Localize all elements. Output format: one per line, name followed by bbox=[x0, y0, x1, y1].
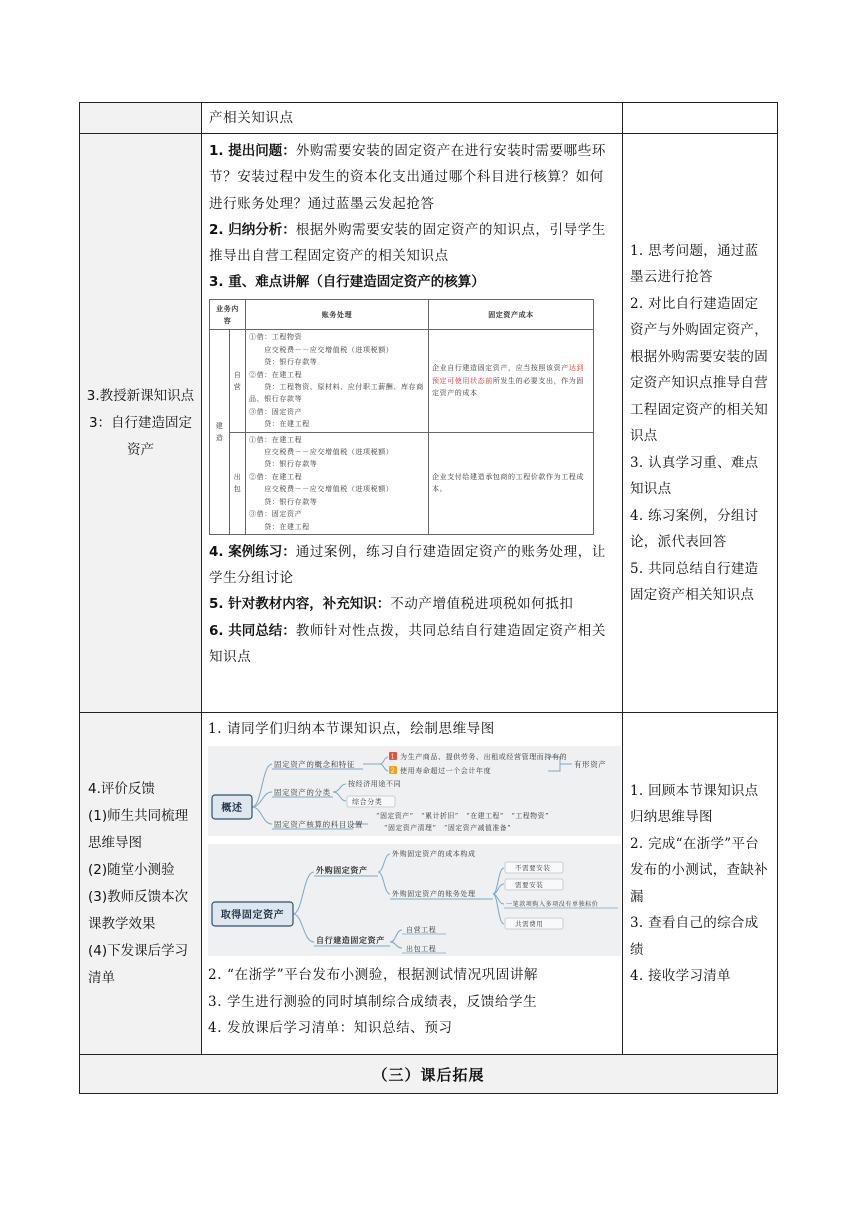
self-label: 自营 bbox=[230, 330, 246, 432]
header-accounting: 账务处理 bbox=[246, 300, 429, 330]
branch-purchased: 外购固定资产 bbox=[316, 865, 368, 876]
table-row-new-lesson bbox=[80, 134, 778, 713]
out-label: 出包 bbox=[230, 432, 246, 534]
badge-number: 1 bbox=[390, 753, 396, 761]
stage-line: (1)师生共同梳理思维导图 bbox=[88, 807, 189, 851]
teacher-activity bbox=[202, 713, 622, 1041]
entry-line: ②借：在建工程 bbox=[249, 472, 303, 481]
feedback-item: 2. “在浙学”平台发布小测验，根据测试情况巩固讲解 bbox=[208, 967, 539, 984]
cell-empty bbox=[80, 103, 202, 134]
cell-empty-right bbox=[623, 103, 778, 134]
header-business: 业务内容 bbox=[210, 300, 246, 330]
accounting-header-row bbox=[210, 300, 594, 330]
concept-item: 为生产商品、提供劳务、出租或经营管理而持有的 bbox=[400, 753, 568, 762]
branch-self-built: 自行建造固定资产 bbox=[316, 935, 385, 946]
student-item: 1. 回顾本节课知识点归纳思维导图 bbox=[630, 782, 759, 826]
stage-line: (3)教师反馈本次课教学效果 bbox=[88, 888, 189, 932]
student-item: 2. 完成“在浙学”平台发布的小测试，查缺补漏 bbox=[630, 835, 768, 905]
table-row-continued bbox=[80, 103, 778, 134]
stage-title: 3.教授新课知识点 3：自行建造固定资产 bbox=[86, 387, 195, 458]
student-activity bbox=[623, 238, 777, 609]
stage-line: (4)下发课后学习清单 bbox=[88, 942, 189, 986]
student-item: 3. 查看自己的综合成绩 bbox=[630, 915, 759, 958]
install-item: 一笔款项购入多项没有单独标价 bbox=[506, 901, 599, 909]
student-item: 4. 接收学习清单 bbox=[630, 968, 731, 985]
branch-concept: 固定资产的概念和特征 bbox=[274, 760, 355, 770]
install-item: 需要安装 bbox=[515, 881, 544, 890]
accounting-row-self bbox=[210, 330, 594, 432]
accounts-line: “固定资产清理” “固定资产减值准备” bbox=[384, 824, 512, 833]
mind-map-root: 概述 bbox=[221, 803, 243, 815]
mind-map-overview-svg bbox=[208, 746, 621, 836]
student-activity-cell bbox=[623, 713, 778, 1055]
purchased-item: 外购固定资产的成本构成 bbox=[392, 850, 476, 859]
stage-line: 4.评价反馈 bbox=[88, 780, 155, 797]
entry-line: 贷：在建工程 bbox=[249, 420, 310, 429]
stage-cell bbox=[80, 713, 202, 1055]
section-row bbox=[80, 1055, 778, 1094]
header-cost: 固定资产成本 bbox=[429, 300, 594, 330]
badge-number: 2 bbox=[390, 767, 396, 775]
mind-map-acquisition-svg bbox=[208, 844, 621, 956]
paragraph-question: 1. 提出问题：外购需要安装的固定资产在进行安装时需要哪些环节？安装过程中发生的资本化支出通过哪个科目进行核算？如何进行账务处理？通过蓝墨云发起抢答 bbox=[209, 143, 606, 212]
self-built-item: 出包工程 bbox=[406, 945, 437, 954]
cell-continued-text bbox=[202, 103, 623, 134]
out-entries bbox=[246, 432, 429, 534]
group-label: 建造 bbox=[210, 330, 230, 535]
entry-line: 应交税费－－应交增值税（进项税额） bbox=[249, 345, 394, 354]
out-cost: 企业支付给建造承包商的工程价款作为工程成本。 bbox=[429, 432, 594, 534]
paragraph-case: 4. 案例练习：通过案例，练习自行建造固定资产的账务处理，让学生分组讨论 bbox=[209, 543, 606, 587]
feedback-item: 4. 发放课后学习清单：知识总结、预习 bbox=[208, 1019, 453, 1036]
concept-item: 使用寿命超过一个会计年度 bbox=[400, 767, 492, 776]
self-entries bbox=[246, 330, 429, 432]
entry-line: 贷：银行存款等 bbox=[249, 358, 318, 367]
table-row-feedback bbox=[80, 713, 778, 1055]
accounting-row-out bbox=[210, 432, 594, 534]
paragraph-analysis: 2. 归纳分析：根据外购需要安装的固定资产的知识点，引导学生推导出自营工程固定资产的相关知识点 bbox=[209, 221, 606, 265]
cost-text: 所发生的必要支出，作为固定资产的成本 bbox=[432, 376, 585, 398]
section-cell bbox=[80, 1055, 778, 1094]
branch-accounts: 固定资产核算的科目设置 bbox=[274, 820, 364, 830]
accounting-table bbox=[209, 299, 594, 535]
entry-line: ③借：固定资产 bbox=[249, 407, 303, 416]
student-item: 2. 对比自行建造固定资产与外购固定资产，根据外购需要安装的固定资产知识点推导自营工程固定资产的相关知识点 bbox=[630, 295, 768, 445]
stage-title bbox=[80, 776, 201, 992]
entry-line: 贷：在建工程 bbox=[249, 522, 310, 531]
student-item: 3. 认真学习重、难点知识点 bbox=[630, 454, 759, 498]
student-item: 4. 练习案例，分组讨论，派代表回答 bbox=[630, 507, 759, 551]
feedback-item: 1. 请同学们归纳本节课知识点，绘制思维导图 bbox=[208, 721, 495, 738]
classification-item: 综合分类 bbox=[352, 798, 383, 807]
tangible-asset-label: 有形资产 bbox=[574, 760, 607, 770]
paragraph-supplement: 5. 针对教材内容，补充知识：不动产增值税进项税如何抵扣 bbox=[209, 596, 574, 613]
student-activity-cell bbox=[623, 134, 778, 713]
teacher-activity bbox=[202, 134, 622, 672]
feedback-item: 3. 学生进行测验的同时填制综合成绩表，反馈给学生 bbox=[208, 993, 538, 1010]
purchased-item: 外购固定资产的账务处理 bbox=[392, 890, 476, 899]
mind-map-acquisition bbox=[208, 844, 621, 956]
entry-line: ③借：固定资产 bbox=[249, 510, 303, 519]
entry-line: ①借：工程物资 bbox=[249, 333, 303, 342]
entry-line: 贷：银行存款等 bbox=[249, 497, 318, 506]
section-title: （三）课后拓展 bbox=[372, 1065, 485, 1084]
install-item: 共需费用 bbox=[515, 920, 544, 929]
cost-text: 企业自行建造固定资产，应当按照该资产 bbox=[432, 364, 569, 373]
branch-classification: 固定资产的分类 bbox=[274, 788, 331, 798]
cost-highlight: 达到预定可使用状态前 bbox=[432, 364, 585, 385]
entry-line: ②借：在建工程 bbox=[249, 370, 303, 379]
mind-map-root: 取得固定资产 bbox=[220, 910, 285, 922]
entry-line: ①借：在建工程 bbox=[249, 435, 303, 444]
continued-text: 产相关知识点 bbox=[209, 110, 294, 126]
self-built-item: 自营工程 bbox=[406, 926, 437, 935]
install-item: 不需要安装 bbox=[515, 864, 551, 873]
paragraph-key-points: 3. 重、难点讲解（自行建造固定资产的核算） bbox=[209, 274, 485, 291]
entry-line: 贷：银行存款等 bbox=[249, 460, 318, 469]
self-cost bbox=[429, 330, 594, 432]
classification-item: 按经济用途不同 bbox=[348, 780, 402, 789]
lesson-plan-table bbox=[79, 102, 778, 1094]
student-item: 1. 思考问题，通过蓝墨云进行抢答 bbox=[630, 242, 759, 286]
mind-map-overview bbox=[208, 746, 621, 836]
entry-line: 贷：工程物资、原材料、应付职工薪酬、库存商品、银行存款等 bbox=[249, 383, 424, 404]
entry-line: 应交税费－－应交增值税（进项税额） bbox=[249, 485, 394, 494]
accounts-line: “固定资产” “累计折旧” “在建工程” “工程物资” bbox=[376, 812, 550, 821]
teacher-activity-cell bbox=[202, 713, 623, 1055]
paragraph-summary: 6. 共同总结：教师针对性点拨，共同总结自行建造固定资产相关知识点 bbox=[209, 622, 606, 665]
stage-line: (2)随堂小测验 bbox=[88, 861, 175, 878]
student-item: 5. 共同总结自行建造固定资产相关知识点 bbox=[630, 560, 759, 604]
teacher-activity-cell bbox=[202, 134, 623, 713]
student-activity bbox=[623, 778, 777, 990]
stage-cell bbox=[80, 134, 202, 713]
entry-line: 应交税费－－应交增值税（进项税额） bbox=[249, 448, 394, 457]
